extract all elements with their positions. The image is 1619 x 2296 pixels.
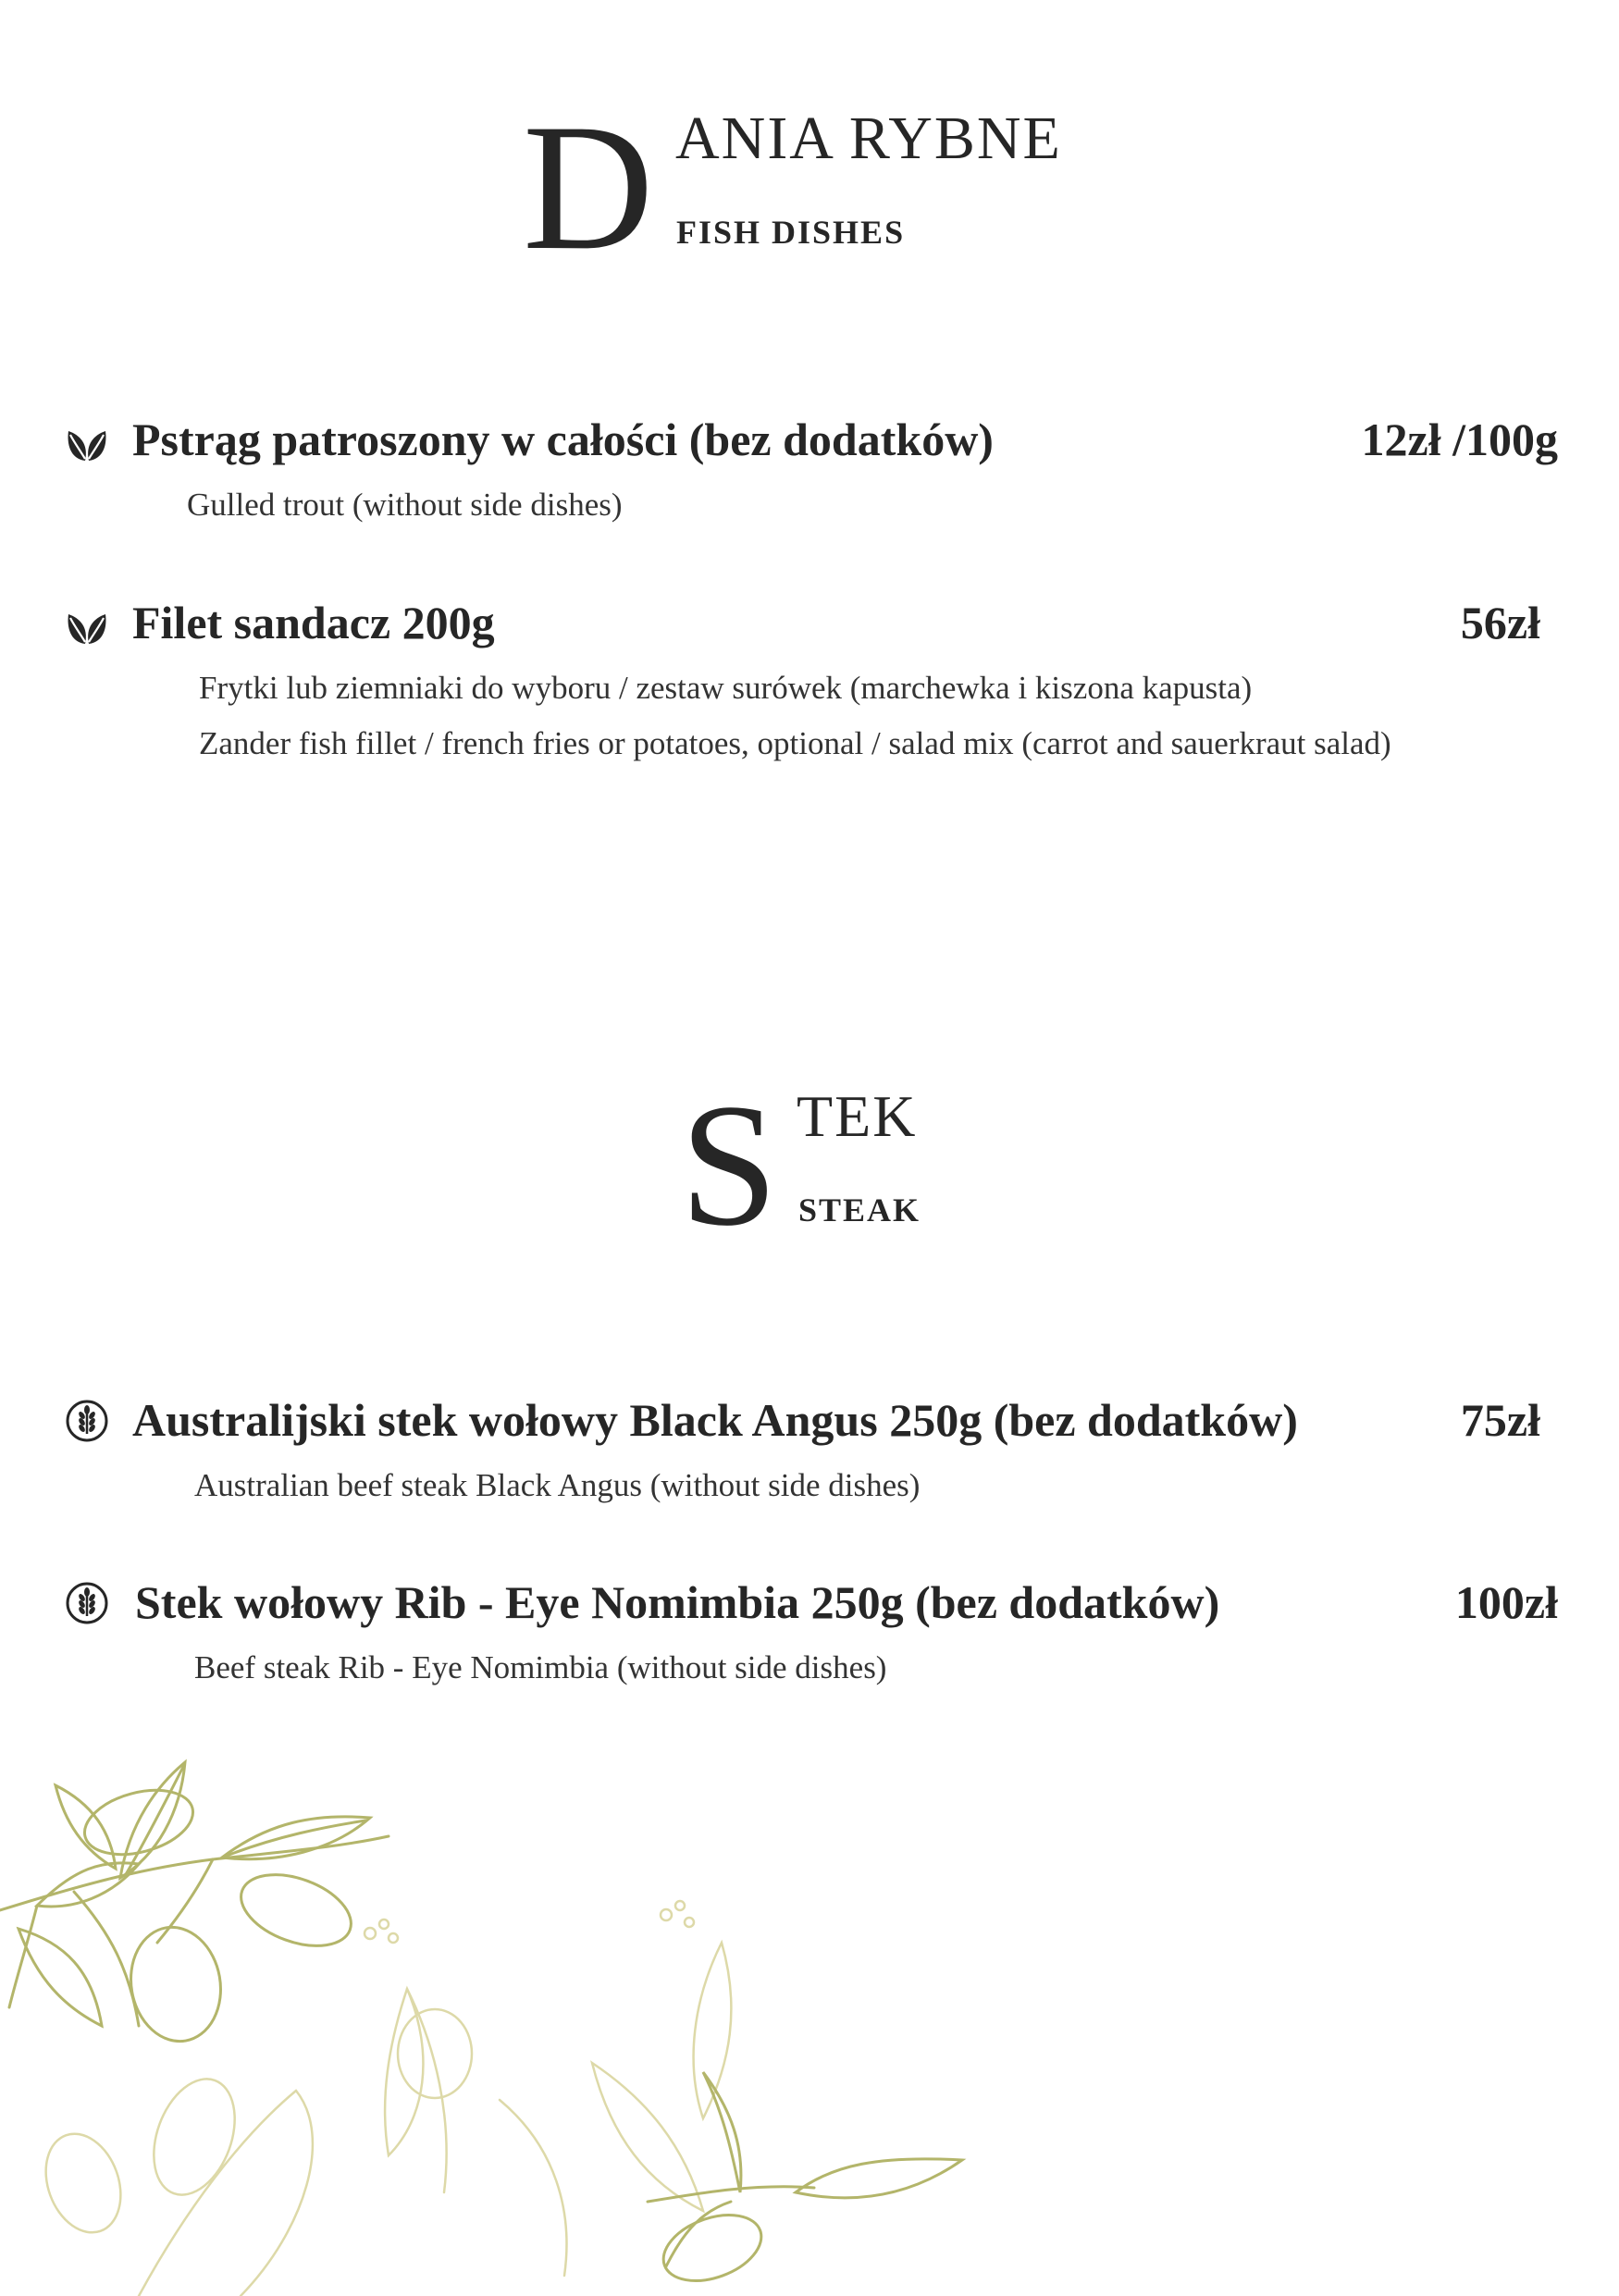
item-price: 100zł — [1454, 1576, 1558, 1628]
section-heading-steak — [680, 1068, 958, 1263]
item-name: Filet sandacz 200g — [132, 597, 495, 648]
leaf-icon — [65, 607, 109, 651]
leaf-icon — [65, 424, 109, 468]
section-subtitle: STEAK — [798, 1191, 921, 1228]
item-price: 56zł — [1460, 597, 1540, 648]
item-name: Pstrąg patroszony w całości (bez dodatków) — [132, 414, 994, 465]
olive-branch-illustration — [0, 1748, 971, 2296]
item-description: Beef steak Rib - Eye Nomimbia (without side dishes) — [194, 1649, 887, 1685]
item-description: Gulled trout (without side dishes) — [187, 487, 623, 523]
section-heading-fish — [523, 87, 1115, 288]
item-name: Stek wołowy Rib - Eye Nomimbia 250g (bez dodatków) — [135, 1576, 1220, 1628]
section-title: TEK — [797, 1083, 918, 1149]
gluten-free-icon — [65, 1399, 109, 1443]
item-description: Zander fish fillet / french fries or potatoes, optional / salad mix (carrot and sauerkraut salad) — [199, 725, 1391, 761]
gluten-free-icon — [65, 1581, 109, 1625]
section-title: ANIA RYBNE — [675, 105, 1062, 172]
drop-cap: D — [523, 87, 654, 288]
section-subtitle: FISH DISHES — [676, 214, 906, 251]
item-description: Australian beef steak Black Angus (without side dishes) — [194, 1467, 921, 1503]
drop-cap: S — [680, 1068, 778, 1263]
item-price: 75zł — [1460, 1394, 1540, 1446]
item-price: 12zł /100g — [1361, 414, 1558, 465]
item-name: Australijski stek wołowy Black Angus 250g (bez dodatków) — [132, 1394, 1298, 1446]
item-description: Frytki lub ziemniaki do wyboru / zestaw surówek (marchewka i kiszona kapusta) — [199, 670, 1253, 706]
